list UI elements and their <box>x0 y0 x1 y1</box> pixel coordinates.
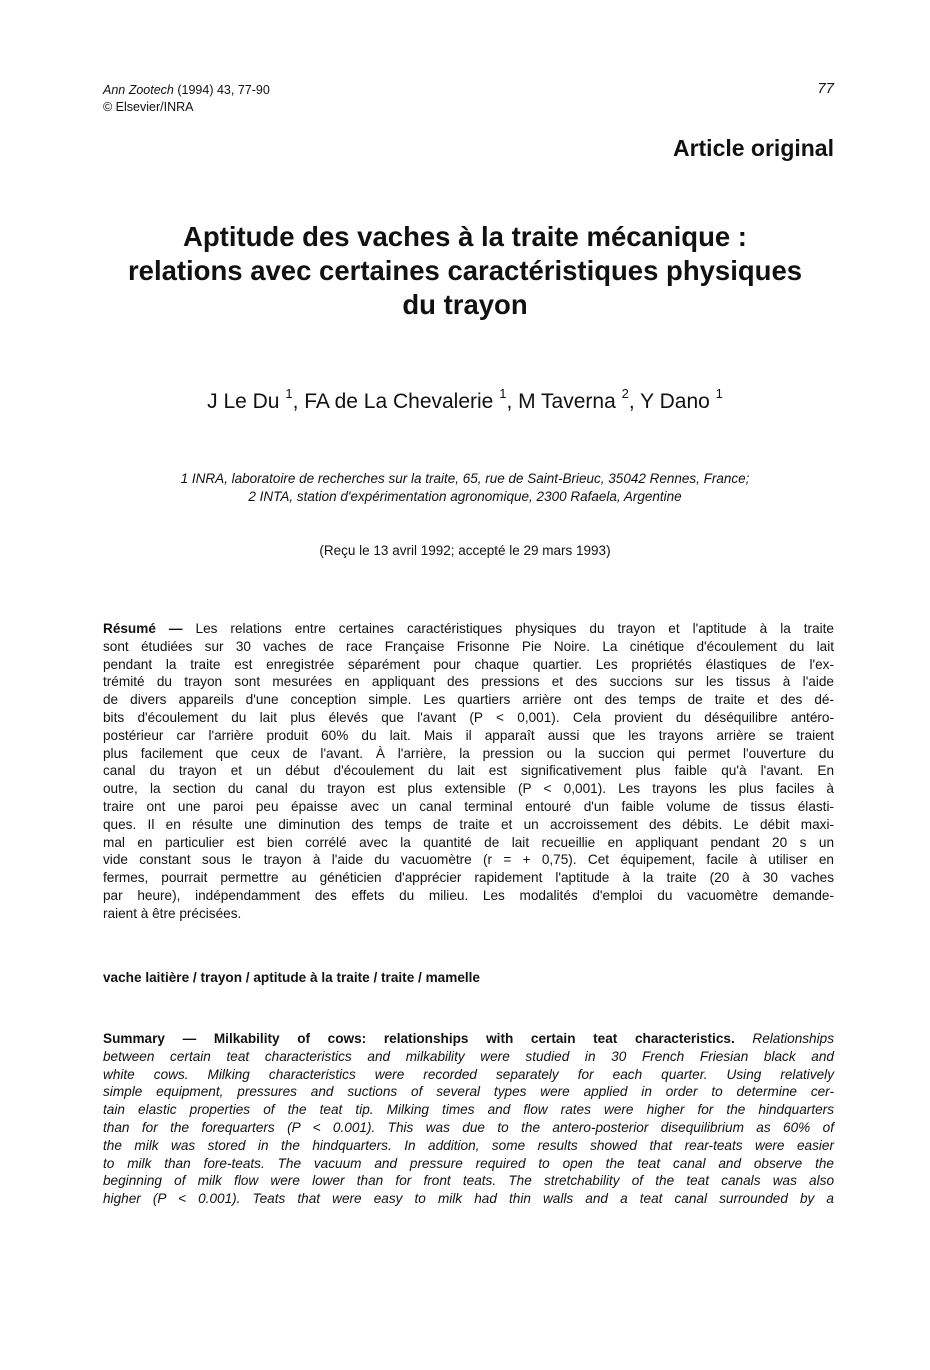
resume-line: ques. Il en résulte une diminution des temps de traite et un accroissement des débits. Le débit maxi- <box>103 816 834 832</box>
title-line: Aptitude des vaches à la traite mécanique : <box>183 221 747 252</box>
affiliation-line: 1 INRA, laboratoire de recherches sur la traite, 65, rue de Saint-Brieuc, 35042 Rennes, France; <box>180 471 750 486</box>
resume-label: Résumé — <box>103 621 183 636</box>
summary-line: beginning of milk flow were lower than for front teats. The stretchability of the teat canals was also <box>103 1173 834 1189</box>
author-name: , M Taverna <box>506 390 622 413</box>
resume-line: trémité du trayon sont mesurées en appliquant des pressions et des succions sur les tissus à l'aide <box>103 674 834 690</box>
resume-line: traire ont une paroi peu épaisse avec un canal terminal entouré d'un faible volume de tissus élasti- <box>103 798 834 814</box>
resume-line: fermes, pourrait permettre au généticien d'apprécier rapidement l'aptitude à la traite (20 à 30 vaches <box>103 870 834 886</box>
summary-line: white cows. Milking characteristics were recorded separately for each quarter. Using relatively <box>103 1066 834 1082</box>
author-affiliation-mark: 1 <box>499 386 507 401</box>
summary-line: than for the forequarters (P < 0.001). This was due to the antero-posterior disequilibrium as 60% of <box>103 1119 834 1135</box>
author-list <box>0 388 930 414</box>
copyright-notice: © Elsevier/INRA <box>103 100 194 114</box>
resume-line: canal du trayon et un début d'écoulement du lait est significativement plus faible qu'à l'avant. En <box>103 763 834 779</box>
affiliation-line: 2 INTA, station d'expérimentation agronomique, 2300 Rafaela, Argentine <box>248 489 682 504</box>
summary-line: between certain teat characteristics and milkability were studied in 30 French Friesian black and <box>103 1048 834 1064</box>
resume-line: mal en particulier est bien corrélé avec la quantité de lait recueillie en appliquant pendant 20 s un <box>103 834 834 850</box>
journal-citation <box>103 82 270 116</box>
received-dates: (Reçu le 13 avril 1992; accepté le 29 mars 1993) <box>319 543 611 558</box>
resume-line: Les relations entre certaines caractéristiques physiques du trayon et l'aptitude à la traite <box>182 621 834 636</box>
summary-line: simple equipment, pressures and suctions of several types were applied in order to determine cer- <box>103 1084 834 1100</box>
resume-line: postérieur car l'arrière produit 60% du lait. Mais il apparaît aussi que les trayons arrière se traient <box>103 727 834 743</box>
author-affiliation-mark: 1 <box>285 386 293 401</box>
resume-line: sont étudiées sur 30 vaches de race Française Frisonne Pie Noire. La cinétique d'écoulement du lait <box>103 638 834 654</box>
keywords: vache laitière / trayon / aptitude à la traite / traite / mamelle <box>103 970 480 985</box>
journal-reference: (1994) 43, 77-90 <box>173 83 270 97</box>
article-title <box>90 220 840 322</box>
author-name: , FA de La Chevalerie <box>292 390 500 413</box>
summary-abstract <box>103 1030 834 1208</box>
title-line: relations avec certaines caractéristiques physiques <box>127 255 803 286</box>
summary-line: Relationships <box>734 1031 834 1046</box>
title-line: du trayon <box>402 289 528 320</box>
resume-line: bits d'écoulement du lait plus élevés que l'avant (P < 0,001). Cela provient du déséquilibre antéro- <box>103 709 834 725</box>
resume-line: plus facilement que ceux de l'avant. À l'arrière, la pression ou la succion qui permet l'ouverture du <box>103 745 834 761</box>
author-affiliation-mark: 2 <box>621 386 629 401</box>
author-name: , Y Dano <box>628 390 716 413</box>
author-name: J Le Du <box>207 390 286 413</box>
summary-line: to milk than fore-teats. The vacuum and pressure required to open the teat canal and observe the <box>103 1155 834 1171</box>
affiliations <box>0 470 930 506</box>
article-type-label: Article original <box>672 135 834 161</box>
summary-line: tain elastic properties of the teat tip. Milking times and flow rates were higher for the hindquarters <box>103 1102 834 1118</box>
page-number: 77 <box>817 80 834 97</box>
author-affiliation-mark: 1 <box>715 386 723 401</box>
resume-line: de divers appareils d'une conception simple. Les quartiers arrière ont des temps de traite et des dé- <box>103 692 834 708</box>
resume-line: raient à être précisées. <box>103 905 242 921</box>
journal-name: Ann Zootech <box>103 83 174 97</box>
summary-line: higher (P < 0.001). Teats that were easy to milk had thin walls and a teat canal surrounded by a <box>103 1191 834 1207</box>
resume-abstract <box>103 620 834 923</box>
resume-line: outre, la section du canal du trayon est plus extensible (P < 0,001). Les trayons les plus faciles à <box>103 781 834 797</box>
resume-line: vide constant sous le trayon à l'aide du vacuomètre (r = + 0,75). Cet équipement, facile à utiliser en <box>103 852 834 868</box>
resume-line: par heure), indépendamment des effets du milieu. Les modalités d'emploi du vacuomètre demande- <box>103 887 834 903</box>
resume-line: pendant la traite est enregistrée séparément pour chaque quartier. Les propriétés élastiques de l'ex- <box>103 656 834 672</box>
summary-label: Summary — Milkability of cows: relationships with certain teat characteristics. <box>103 1031 735 1046</box>
summary-line: the milk was stored in the hindquarters. In addition, some results showed that rear-teats were easier <box>103 1137 834 1153</box>
